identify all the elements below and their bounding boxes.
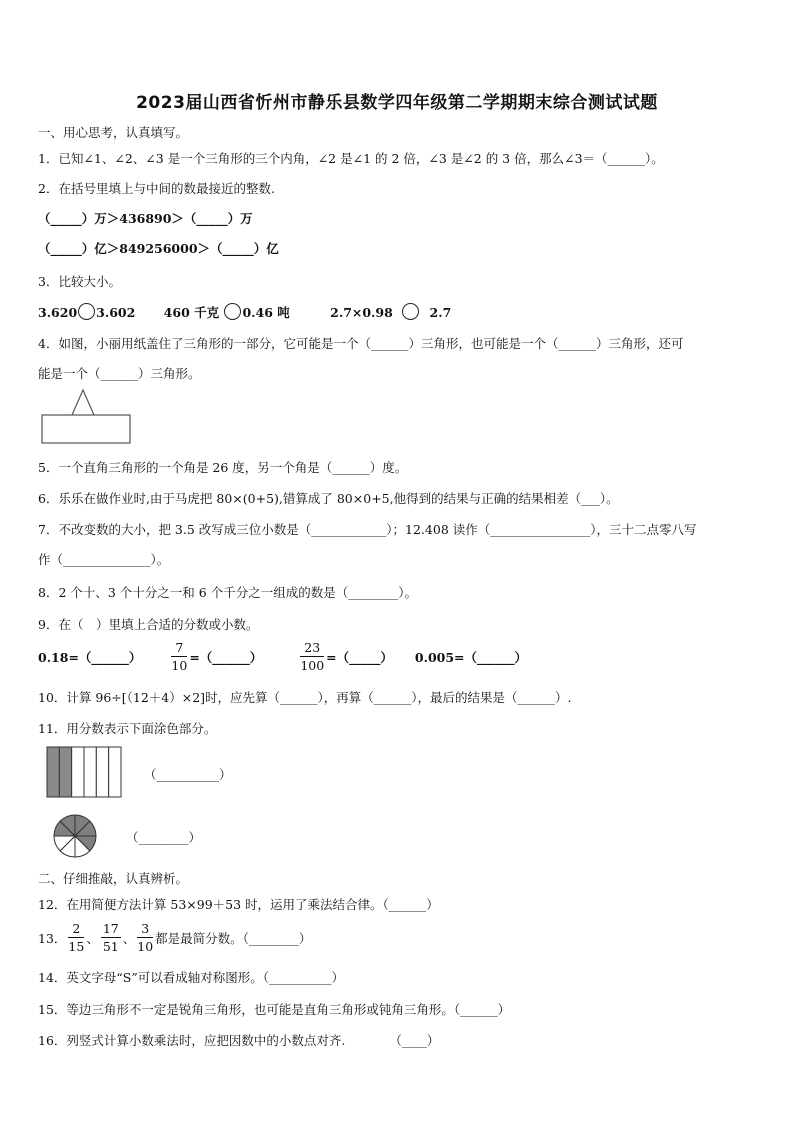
q13-fraction-3-denominator: 10 (137, 939, 154, 954)
question-16 (38, 1031, 439, 1049)
q16-answer-blank: （____） (389, 1033, 440, 1048)
unshaded-column (72, 747, 84, 797)
shaded-column (59, 747, 71, 797)
shaded-rectangle-figure (46, 746, 124, 800)
shaded-column (47, 747, 59, 797)
q13-tail: 都是最简分数。（________） (155, 931, 312, 946)
q9-part-1: 0.18=（______） (38, 650, 142, 665)
compare-circle-3[interactable] (402, 303, 419, 320)
q13-fraction-2 (101, 920, 121, 954)
compare-circle-2[interactable] (224, 303, 241, 320)
question-1: 1．已知∠1、∠2、∠3 是一个三角形的三个内角，∠2 是∠1 的 2 倍，∠3 是∠2 的 3 倍，那么∠3＝（______）。 (38, 151, 664, 166)
q13-fraction-1 (68, 920, 85, 954)
question-2b: （_____）亿＞849256000＞（_____）亿 (38, 241, 279, 256)
section-2-heading: 二、仔细推敲，认真辨析。 (38, 871, 189, 886)
question-12: 12．在用简便方法计算 53×99＋53 时，运用了乘法结合律。（______） (38, 897, 439, 912)
question-7-line1: 7．不改变数的大小，把 3.5 改写成三位小数是（____________）；12.408 读作（________________），三十二点零八写 (38, 522, 697, 537)
q13-fraction-2-denominator: 51 (102, 939, 119, 954)
covered-triangle-figure (40, 388, 134, 446)
page-title: 2023届山西省忻州市静乐县数学四年级第二学期期末综合测试试题 (136, 93, 658, 113)
question-9: 9．在（ ）里填上合适的分数或小数。 (38, 617, 259, 632)
compare-right-3: 2.7 (429, 305, 452, 320)
question-15: 15．等边三角形不一定是锐角三角形，也可能是直角三角形或钝角三角形。（______） (38, 1002, 511, 1017)
covering-paper (42, 415, 130, 443)
compare-circle-1[interactable] (78, 303, 95, 320)
question-3: 3．比较大小。 (38, 274, 121, 289)
compare-left-3: 2.7×0.98 (330, 305, 393, 320)
q13-fraction-2-numerator: 17 (101, 923, 121, 939)
q9-fraction-1 (171, 639, 188, 673)
question-2: 2．在括号里填上与中间的数最接近的整数. (38, 181, 275, 196)
q13-fraction-1-numerator: 2 (68, 923, 84, 939)
q13-fraction-1-denominator: 15 (68, 939, 85, 954)
question-8: 8．2 个十、3 个十分之一和 6 个千分之一组成的数是（________）。 (38, 585, 417, 600)
q9-part-4: 0.005=（______） (414, 650, 528, 665)
triangle-tip (72, 390, 94, 415)
question-13 (38, 918, 311, 958)
q13-fraction-3 (137, 920, 154, 954)
section-1-heading: 一、用心思考，认真填写。 (38, 125, 189, 140)
q9-fraction-2-denominator: 100 (300, 658, 325, 673)
q9-part-3: =（_____） (326, 650, 393, 665)
q13-separator: 、 (122, 931, 136, 946)
q9-fraction-2-numerator: 23 (300, 642, 324, 658)
q9-fraction-1-denominator: 10 (171, 658, 188, 673)
q11-rectangle-answer-blank: （__________） (144, 767, 232, 782)
unshaded-column (96, 747, 108, 797)
question-3-comparisons (38, 303, 451, 321)
question-5: 5．一个直角三角形的一个角是 26 度，另一个角是（______）度。 (38, 460, 408, 475)
q13-fraction-3-numerator: 3 (137, 923, 153, 939)
question-2a: （_____）万＞436890＞（_____）万 (38, 211, 253, 226)
question-6: 6．乐乐在做作业时,由于马虎把 80×(0+5),错算成了 80×0+5,他得到的结果与正确的结果相差（___）。 (38, 491, 619, 506)
q9-fraction-2 (300, 639, 325, 673)
question-10: 10．计算 96÷[（12＋4）×2]时，应先算（______），再算（______），最后的结果是（______）. (38, 690, 572, 705)
question-9-blanks (38, 637, 527, 677)
q9-fraction-1-numerator: 7 (171, 642, 187, 658)
compare-left-2: 460 千克 (163, 305, 220, 320)
question-7-line2: 作（______________）。 (38, 552, 170, 567)
unshaded-column (109, 747, 121, 797)
q9-part-2: =（______） (189, 650, 263, 665)
shaded-circle-figure (52, 813, 98, 859)
q16-text: 16．列竖式计算小数乘法时，应把因数中的小数点对齐. (38, 1033, 346, 1048)
q13-separator: 、 (86, 931, 99, 946)
question-11: 11．用分数表示下面涂色部分。 (38, 721, 217, 736)
compare-left-1: 3.620 (38, 305, 78, 320)
compare-right-1: 3.602 (96, 305, 136, 320)
question-4-line1: 4．如图，小丽用纸盖住了三角形的一部分，它可能是一个（______）三角形，也可能是一个（______）三角形，还可 (38, 336, 684, 351)
question-4-line2: 能是一个（______）三角形。 (38, 366, 201, 381)
unshaded-column (84, 747, 96, 797)
q11-circle-answer-blank: （________） (126, 830, 202, 845)
question-14: 14．英文字母“S”可以看成轴对称图形。（__________） (38, 970, 345, 985)
q13-label: 13． (38, 931, 67, 946)
compare-right-2: 0.46 吨 (242, 305, 290, 320)
